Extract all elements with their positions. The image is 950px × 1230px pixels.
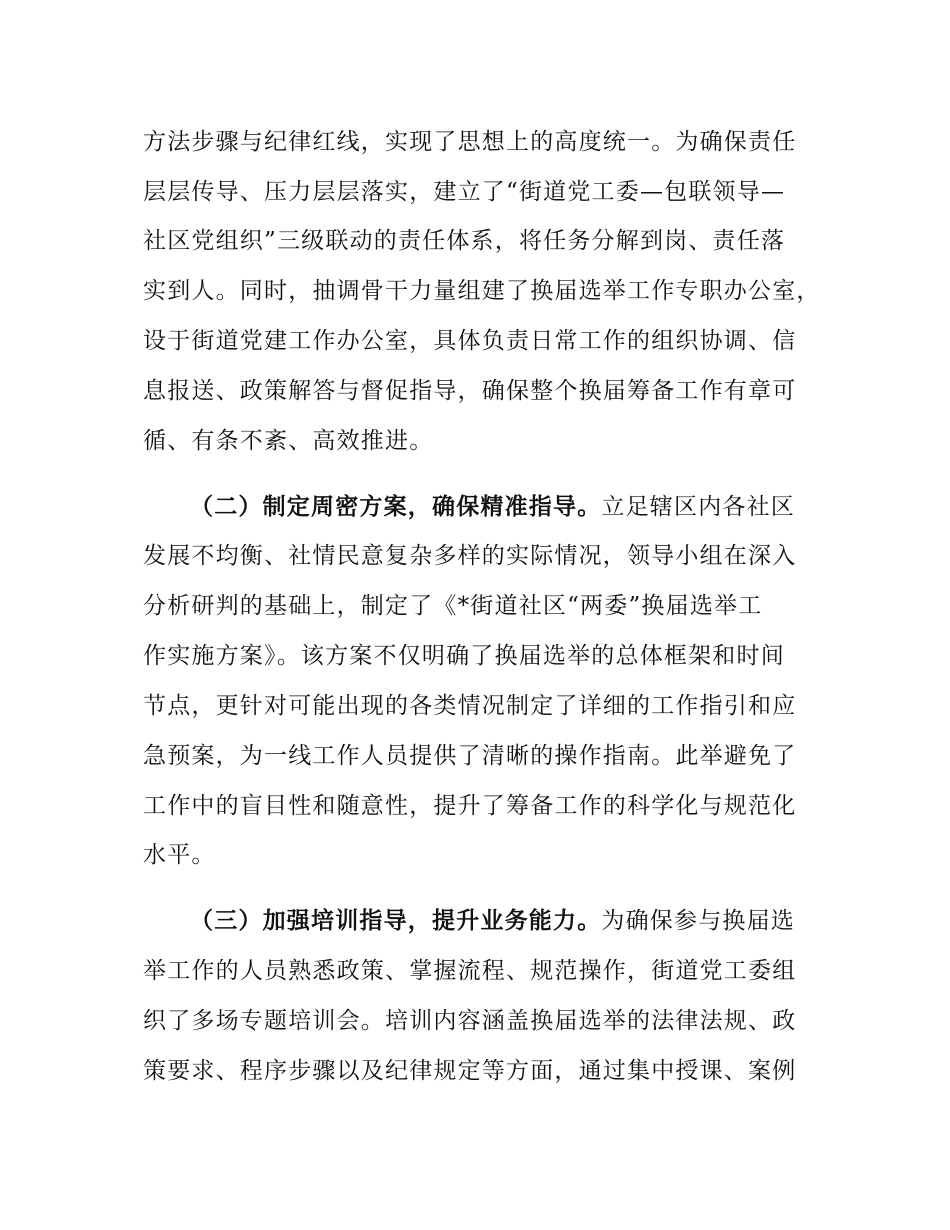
paragraph1-line-4: 实到人。同时，抽调骨干力量组建了换届选举工作专职办公室，	[143, 278, 821, 304]
paragraph1-line-1: 方法步骤与纪律红线，实现了思想上的高度统一。为确保责任	[143, 129, 797, 155]
paragraph1-line-5: 设于街道党建工作办公室，具体负责日常工作的组织协调、信	[143, 328, 797, 354]
paragraph2-line-7: 工作中的盲目性和随意性，提升了筹备工作的科学化与规范化	[143, 793, 797, 819]
paragraph3-heading: （三）加强培训指导，提升业务能力。	[190, 908, 602, 934]
paragraph1-line-7: 循、有条不紊、高效推进。	[143, 428, 434, 454]
paragraph2-line-2: 发展不均衡、社情民意复杂多样的实际情况，领导小组在深入	[143, 543, 797, 569]
paragraph2-first-line-text: 立足辖区内各社区	[601, 494, 796, 520]
paragraph3-line-2: 举工作的人员熟悉政策、掌握流程、规范操作，街道党工委组	[143, 958, 797, 984]
paragraph1-line-2: 层层传导、压力层层落实，建立了“街道党工委—包联领导—	[143, 179, 786, 205]
paragraph2-line-4: 作实施方案》。该方案不仅明确了换届选举的总体框架和时间	[143, 643, 785, 669]
paragraph2-first-line	[190, 487, 870, 527]
paragraph1-line-3: 社区党组织”三级联动的责任体系，将任务分解到岗、责任落	[143, 228, 786, 254]
paragraph2-line-6: 急预案，为一线工作人员提供了清晰的操作指南。此举避免了	[143, 743, 797, 769]
paragraph2-line-5: 节点，更针对可能出现的各类情况制定了详细的工作指引和应	[143, 693, 797, 719]
paragraph2-line-8: 水平。	[143, 842, 216, 868]
paragraph2-heading: （二）制定周密方案，确保精准指导。	[190, 494, 602, 520]
paragraph3-first-line-text: 为确保参与换届选	[601, 908, 796, 934]
paragraph3-first-line	[190, 901, 870, 941]
paragraph3-line-3: 织了多场专题培训会。培训内容涵盖换届选举的法律法规、政	[143, 1008, 797, 1034]
paragraph3-line-4: 策要求、程序步骤以及纪律规定等方面，通过集中授课、案例	[143, 1058, 797, 1084]
paragraph2-line-3: 分析研判的基础上，制定了《*街道社区“两委”换届选举工	[143, 593, 763, 619]
paragraph1-line-6: 息报送、政策解答与督促指导，确保整个换届筹备工作有章可	[143, 378, 797, 404]
